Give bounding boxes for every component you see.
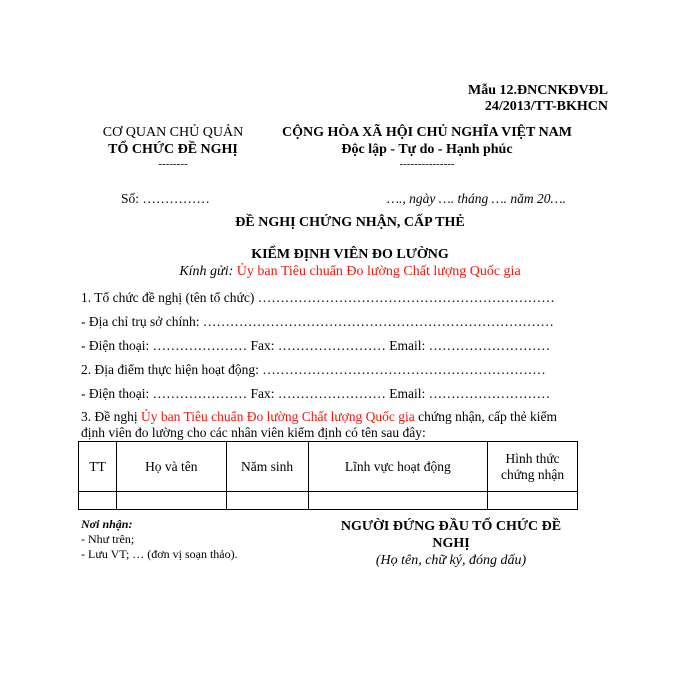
contact-field-1: - Điện thoại: ………………… Fax: …………………… Email: ………………………	[81, 338, 551, 353]
recipient-name: Ủy ban Tiêu chuẩn Đo lường Chất lượng Quốc gia	[236, 264, 521, 279]
form-code-line2: 24/2013/TT-BKHCN	[484, 99, 608, 114]
staff-table	[78, 441, 578, 510]
table-cell[interactable]	[226, 492, 308, 510]
requesting-organization: TỔ CHỨC ĐỀ NGHỊ	[108, 142, 238, 157]
national-header	[272, 124, 582, 170]
request-agency: Ủy ban Tiêu chuẩn Đo lường Chất lượng Quốc gia	[141, 409, 415, 424]
issuing-organization-header	[88, 124, 258, 170]
document-number: Số: ……………	[121, 191, 210, 206]
recipients-block	[81, 517, 238, 562]
request-line1	[81, 409, 557, 425]
recipient-item-2: - Lưu VT; … (đơn vị soạn thảo).	[81, 547, 238, 561]
national-motto: Độc lập - Tự do - Hạnh phúc	[341, 142, 513, 157]
request-line2: định viên đo lường cho các nhân viên kiểm định có tên sau đây:	[81, 425, 426, 440]
col-header-tt: TT	[79, 442, 117, 492]
recipient-prefix: Kính gửi:	[179, 264, 237, 279]
right-header-underline: ---------------	[399, 158, 455, 170]
recipients-title: Nơi nhận:	[81, 517, 133, 531]
col-header-certification-form	[488, 442, 578, 492]
form-code-line1: Mẫu 12.ĐNCNKĐVĐL	[468, 83, 608, 98]
table-cell[interactable]	[79, 492, 117, 510]
document-title-line2: KIỂM ĐỊNH VIÊN ĐO LƯỜNG	[251, 247, 449, 262]
document-date: …., ngày …. tháng …. năm 20….	[387, 191, 566, 206]
nation-name: CỘNG HÒA XÃ HỘI CHỦ NGHĨA VIỆT NAM	[281, 125, 572, 140]
signer-note: (Họ tên, chữ ký, đóng dấu)	[375, 553, 527, 568]
org-name-field: 1. Tổ chức đề nghị (tên tổ chức) …………………………………………………………	[81, 290, 555, 305]
recipient-item-1: - Như trên;	[81, 532, 135, 546]
request-suffix: chứng nhận, cấp thẻ kiểm	[414, 409, 558, 424]
signer-block	[326, 518, 576, 569]
col-header-certification-form-line2: chứng nhận	[500, 466, 565, 482]
table-cell[interactable]	[308, 492, 488, 510]
recipient-line	[0, 264, 700, 280]
location-field: 2. Địa điểm thực hiện hoạt động: ………………………………………………………	[81, 362, 546, 377]
contact-field-2: - Điện thoại: ………………… Fax: …………………… Email: ………………………	[81, 386, 551, 401]
table-header-row	[79, 442, 578, 492]
address-field: - Địa chỉ trụ sở chính: ……………………………………………………………………	[81, 314, 554, 329]
col-header-name: Họ và tên	[116, 442, 226, 492]
governing-agency: CƠ QUAN CHỦ QUẢN	[102, 125, 244, 140]
col-header-certification-form-line1: Hình thức	[505, 450, 560, 466]
signer-title-line1: NGƯỜI ĐỨNG ĐẦU TỔ CHỨC ĐỀ	[340, 519, 562, 534]
request-prefix: 3. Đề nghị	[81, 409, 141, 424]
form-code	[468, 83, 608, 115]
left-header-underline: --------	[158, 158, 188, 170]
table-row	[79, 492, 578, 510]
table-cell[interactable]	[488, 492, 578, 510]
document-title-line1: ĐỀ NGHỊ CHỨNG NHẬN, CẤP THẺ	[235, 215, 465, 230]
col-header-field: Lĩnh vực hoạt động	[308, 442, 488, 492]
col-header-birth-year: Năm sinh	[226, 442, 308, 492]
table-cell[interactable]	[116, 492, 226, 510]
signer-title-line2: NGHỊ	[432, 536, 470, 551]
